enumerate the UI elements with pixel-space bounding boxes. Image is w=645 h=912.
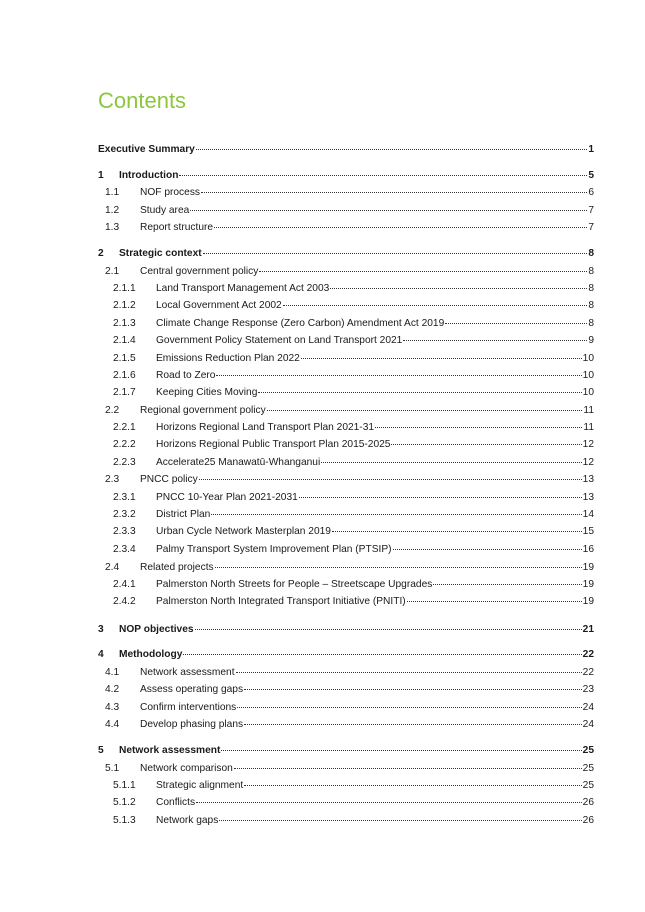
toc-entry-title: Road to Zero [156, 370, 216, 381]
toc-entry-page-number: 12 [582, 439, 594, 450]
toc-entry-title: Strategic alignment [156, 780, 244, 791]
toc-entry[interactable] [98, 247, 594, 260]
toc-entry[interactable] [113, 282, 594, 295]
dot-leader [196, 802, 582, 803]
toc-entry-number: 2.3.2 [113, 509, 136, 520]
dot-leader [244, 724, 582, 725]
dot-leader [301, 358, 582, 359]
toc-entry[interactable] [113, 525, 594, 538]
toc-entry-page-number: 21 [582, 624, 594, 635]
toc-entry-title: NOP objectives [119, 624, 194, 635]
toc-entry-number: 2.3.4 [113, 544, 136, 555]
toc-entry-page-number: 13 [582, 474, 594, 485]
toc-entry-page-number: 10 [582, 387, 594, 398]
toc-entry-number: 2.1.4 [113, 335, 136, 346]
toc-entry-title: Network comparison [140, 763, 233, 774]
toc-entry-page-number: 24 [582, 702, 594, 713]
toc-entry-number: 2.1.2 [113, 300, 136, 311]
toc-entry[interactable] [113, 352, 594, 365]
toc-entry-number: 1 [98, 170, 104, 181]
dot-leader [203, 253, 588, 254]
toc-entry[interactable] [113, 796, 594, 809]
toc-entry-number: 1.2 [105, 205, 120, 216]
toc-entry[interactable] [98, 648, 594, 661]
toc-entry-title: Study area [140, 205, 190, 216]
dot-leader [283, 305, 588, 306]
toc-entry[interactable] [105, 762, 594, 775]
toc-entry-title: Climate Change Response (Zero Carbon) Amendment Act 2019 [156, 318, 445, 329]
toc-entry-page-number: 24 [582, 719, 594, 730]
toc-entry[interactable] [105, 718, 594, 731]
toc-entry-page-number: 22 [582, 649, 594, 660]
toc-entry[interactable] [113, 779, 594, 792]
page-title: Contents [98, 88, 187, 113]
toc-entry-page-number: 13 [582, 492, 594, 503]
dot-leader [199, 479, 582, 480]
toc-entry-page-number: 26 [582, 815, 594, 826]
toc-entry-title: Land Transport Management Act 2003 [156, 283, 330, 294]
toc-entry[interactable] [113, 814, 594, 827]
toc-entry-number: 2.2.3 [113, 457, 136, 468]
toc-entry-page-number: 5 [588, 170, 594, 181]
dot-leader [433, 584, 581, 585]
toc-entry-title: Executive Summary [98, 144, 195, 155]
toc-entry-page-number: 25 [582, 745, 594, 756]
toc-entry-page-number: 9 [588, 335, 594, 346]
toc-entry[interactable] [105, 683, 594, 696]
toc-entry-title: Urban Cycle Network Masterplan 2019 [156, 526, 331, 537]
toc-entry-number: 5.1.1 [113, 780, 136, 791]
dot-leader [216, 375, 581, 376]
toc-entry-title: Palmy Transport System Improvement Plan (PTSIP) [156, 544, 392, 555]
dot-leader [321, 462, 581, 463]
dot-leader [236, 672, 582, 673]
toc-entry-page-number: 25 [582, 763, 594, 774]
dot-leader [211, 514, 581, 515]
toc-entry-number: 2.2 [105, 405, 120, 416]
toc-entry[interactable] [105, 701, 594, 714]
dot-leader [183, 654, 581, 655]
toc-entry-title: Report structure [140, 222, 214, 233]
toc-entry-title: Keeping Cities Moving [156, 387, 258, 398]
dot-leader [259, 271, 587, 272]
toc-entry[interactable] [113, 543, 594, 556]
toc-entry-title: PNCC 10-Year Plan 2021-2031 [156, 492, 298, 503]
toc-entry-title: Assess operating gaps [140, 684, 244, 695]
toc-entry-page-number: 26 [582, 797, 594, 808]
dot-leader [219, 820, 581, 821]
dot-leader [221, 750, 581, 751]
toc-entry-title: Emissions Reduction Plan 2022 [156, 353, 300, 364]
toc-entry[interactable] [98, 169, 594, 182]
toc-entry-page-number: 15 [582, 526, 594, 537]
toc-entry[interactable] [105, 221, 594, 234]
toc-entry-page-number: 8 [588, 248, 594, 259]
dot-leader [267, 410, 583, 411]
toc-entry[interactable] [113, 299, 594, 312]
toc-entry-number: 2 [98, 248, 104, 259]
toc-entry-number: 2.1.6 [113, 370, 136, 381]
toc-entry-page-number: 10 [582, 370, 594, 381]
toc-entry-number: 2.3 [105, 474, 120, 485]
toc-entry-number: 5.1.2 [113, 797, 136, 808]
toc-entry-number: 4.2 [105, 684, 120, 695]
toc-entry-number: 2.3.3 [113, 526, 136, 537]
dot-leader [196, 149, 587, 150]
toc-entry-page-number: 8 [588, 266, 594, 277]
dot-leader [215, 567, 582, 568]
toc-entry[interactable] [105, 404, 594, 417]
toc-entry-title: Introduction [119, 170, 179, 181]
toc-entry-title: Palmerston North Streets for People – Streetscape Upgrades [156, 579, 433, 590]
toc-entry[interactable] [105, 186, 594, 199]
toc-entry[interactable] [113, 317, 594, 330]
toc-entry-title: Conflicts [156, 797, 196, 808]
toc-entry-number: 2.3.1 [113, 492, 136, 503]
toc-entry[interactable] [113, 438, 594, 451]
toc-entry-title: Regional government policy [140, 405, 266, 416]
toc-entry[interactable] [98, 744, 594, 757]
toc-entry-number: 4.1 [105, 667, 120, 678]
toc-entry-title: Central government policy [140, 266, 259, 277]
toc-entry-number: 5.1 [105, 763, 120, 774]
toc-entry-number: 2.1.1 [113, 283, 136, 294]
toc-entry-number: 2.1 [105, 266, 120, 277]
toc-entry-page-number: 8 [588, 300, 594, 311]
toc-entry[interactable] [105, 265, 594, 278]
toc-entry-number: 2.4 [105, 562, 120, 573]
dot-leader [234, 768, 582, 769]
toc-entry-number: 4.4 [105, 719, 120, 730]
toc-entry[interactable] [105, 473, 594, 486]
toc-entry-title: Network assessment [119, 745, 221, 756]
toc-entry-page-number: 22 [582, 667, 594, 678]
toc-entry-page-number: 6 [588, 187, 594, 198]
toc-entry-page-number: 23 [582, 684, 594, 695]
toc-entry-title: Horizons Regional Land Transport Plan 2021-31 [156, 422, 375, 433]
toc-entry[interactable] [105, 561, 594, 574]
toc-entry-number: 4 [98, 649, 104, 660]
toc-entry-page-number: 19 [582, 579, 594, 590]
dot-leader [391, 444, 581, 445]
dot-leader [332, 531, 582, 532]
toc-entry[interactable] [113, 578, 594, 591]
toc-entry-number: 2.4.1 [113, 579, 136, 590]
toc-entry-number: 5.1.3 [113, 815, 136, 826]
toc-entry-page-number: 25 [582, 780, 594, 791]
toc-entry-page-number: 7 [588, 205, 594, 216]
toc-entry-page-number: 7 [588, 222, 594, 233]
toc-entry-title: Confirm interventions [140, 702, 237, 713]
dot-leader [299, 497, 582, 498]
dot-leader [244, 785, 581, 786]
dot-leader [179, 175, 587, 176]
toc-entry[interactable] [105, 666, 594, 679]
toc-entry-page-number: 1 [588, 144, 594, 155]
toc-entry-page-number: 8 [588, 283, 594, 294]
toc-entry-title: Methodology [119, 649, 183, 660]
dot-leader [445, 323, 587, 324]
toc-entry[interactable] [113, 456, 594, 469]
toc-entry-page-number: 11 [583, 405, 594, 416]
toc-entry-title: District Plan [156, 509, 211, 520]
toc-entry-number: 3 [98, 624, 104, 635]
toc-entry[interactable] [113, 491, 594, 504]
toc-entry[interactable] [113, 595, 594, 608]
toc-entry-title: Accelerate25 Manawatū-Whanganui [156, 457, 321, 468]
toc-entry-number: 2.2.2 [113, 439, 136, 450]
toc-entry-title: Palmerston North Integrated Transport Initiative (PNITI) [156, 596, 406, 607]
toc-entry[interactable] [113, 508, 594, 521]
toc-entry-title: Strategic context [119, 248, 202, 259]
dot-leader [375, 427, 582, 428]
toc-entry[interactable] [113, 386, 594, 399]
toc-entry[interactable] [113, 334, 594, 347]
toc-entry[interactable] [113, 421, 594, 434]
dot-leader [393, 549, 582, 550]
toc-entry-title: Network gaps [156, 815, 219, 826]
toc-entry-page-number: 16 [582, 544, 594, 555]
toc-entry-number: 2.1.3 [113, 318, 136, 329]
toc-entry-number: 1.1 [105, 187, 120, 198]
dot-leader [244, 689, 582, 690]
dot-leader [330, 288, 587, 289]
toc-entry-page-number: 19 [582, 562, 594, 573]
toc-entry-number: 2.2.1 [113, 422, 136, 433]
toc-entry-title: Develop phasing plans [140, 719, 244, 730]
toc-entry-page-number: 8 [588, 318, 594, 329]
dot-leader [237, 707, 581, 708]
toc-entry-number: 2.1.7 [113, 387, 136, 398]
dot-leader [214, 227, 587, 228]
dot-leader [407, 601, 582, 602]
toc-entry[interactable] [113, 369, 594, 382]
toc-entry-number: 4.3 [105, 702, 120, 713]
toc-entry-page-number: 12 [582, 457, 594, 468]
toc-entry-title: PNCC policy [140, 474, 198, 485]
toc-entry-number: 1.3 [105, 222, 120, 233]
toc-entry-page-number: 14 [582, 509, 594, 520]
toc-entry-title: Network assessment [140, 667, 235, 678]
toc-entry[interactable] [98, 623, 594, 636]
toc-entry-title: Government Policy Statement on Land Transport 2021 [156, 335, 403, 346]
toc-entry-title: Related projects [140, 562, 214, 573]
toc-entry-number: 2.4.2 [113, 596, 136, 607]
dot-leader [403, 340, 587, 341]
toc-entry-page-number: 11 [583, 422, 594, 433]
dot-leader [190, 210, 587, 211]
toc-entry-title: Local Government Act 2002 [156, 300, 282, 311]
toc-entry-page-number: 19 [582, 596, 594, 607]
toc-entry[interactable] [98, 143, 594, 156]
toc-entry-title: NOF process [140, 187, 201, 198]
dot-leader [258, 392, 581, 393]
toc-entry-title: Horizons Regional Public Transport Plan 2015-2025 [156, 439, 391, 450]
toc-entry-number: 5 [98, 745, 104, 756]
toc-entry[interactable] [105, 204, 594, 217]
dot-leader [195, 629, 582, 630]
dot-leader [201, 192, 587, 193]
toc-entry-number: 2.1.5 [113, 353, 136, 364]
toc-entry-page-number: 10 [582, 353, 594, 364]
